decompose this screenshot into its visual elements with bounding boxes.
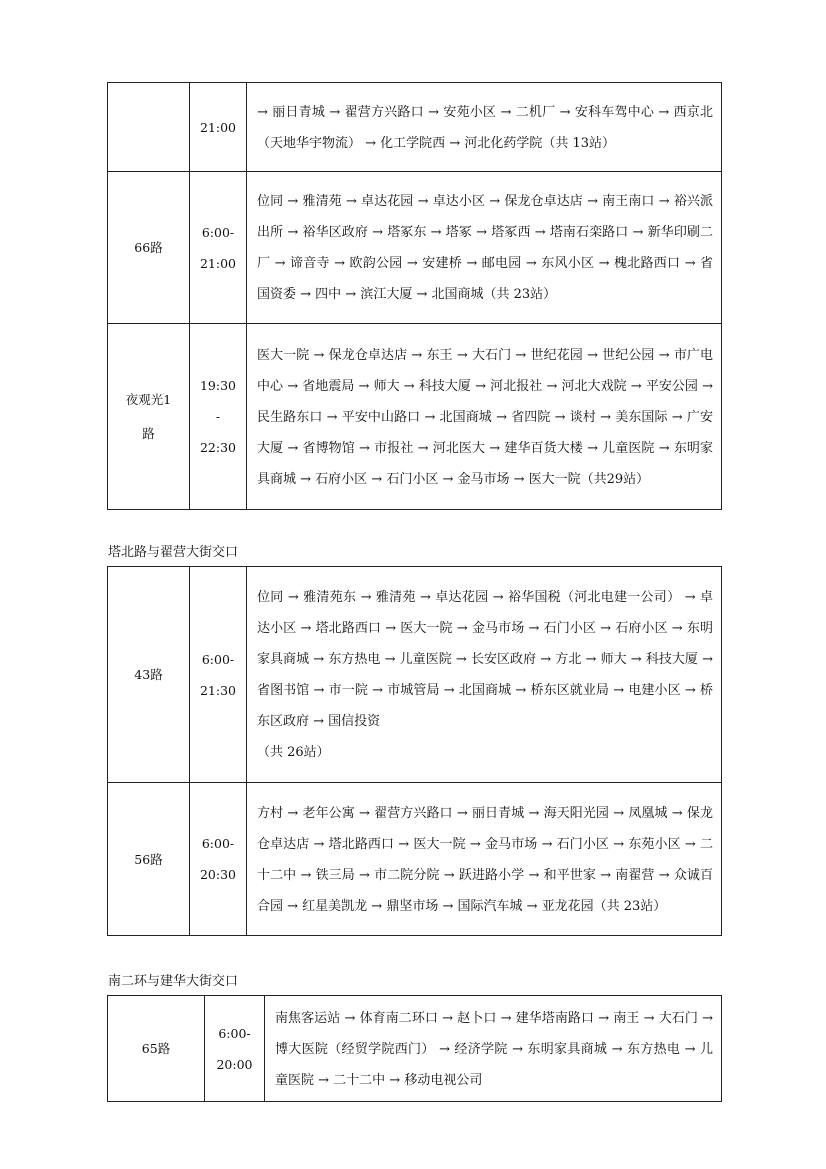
table-row	[108, 324, 722, 510]
stops-count: （共 26站）	[257, 745, 330, 760]
stops-cell: 医大一院 → 保龙仓卓达店 → 东王 → 大石门 → 世纪花园 → 世纪公园 → 市广电中心 → 省地震局 → 师大 → 科技大厦 → 河北报社 → 河北大戏院 → 平安公园 → 民生路东口 → 平安中山路口 → 北国商城 → 省四院 → 谈村 → 美东国际 → 广安大厦 → 省博物馆 → 市报社 → 河北医大 → 建华百货大楼 → 儿童医院 → 东明家具商城 → 石府小区 → 石门小区 → 金马市场 → 医大一院（共29站）	[247, 324, 722, 510]
route-cell	[108, 83, 190, 172]
section-title: 南二环与建华大街交口	[108, 974, 239, 989]
stops-cell: → 丽日青城 → 翟营方兴路口 → 安苑小区 → 二机厂 → 安科车驾中心 → 西京北（天地华宇物流） → 化工学院西 → 河北化药学院（共 13站）	[247, 83, 722, 172]
time-cell: 6:00- 21:00	[190, 172, 247, 324]
time-cell: 21:00	[190, 83, 247, 172]
table-row	[108, 783, 722, 936]
table-row	[108, 83, 722, 172]
stops-cell: 方村 → 老年公寓 → 翟营方兴路口 → 丽日青城 → 海天阳光园 → 凤凰城 → 保龙仓卓达店 → 塔北路西口 → 医大一院 → 金马市场 → 石门小区 → 东苑小区 → 二十二中 → 铁三局 → 市二院分院 → 跃进路小学 → 和平世家 → 南翟营 → 众诚百合园 → 红星美凯龙 → 鼎坚市场 → 国际汽车城 → 亚龙花园（共 23站）	[247, 783, 722, 936]
bus-table-3	[107, 995, 722, 1102]
route-cell: 56路	[108, 783, 190, 936]
stops-cell: 南焦客运站 → 体育南二环口 → 赵卜口 → 建华塔南路口 → 南王 → 大石门 → 博大医院（经贸学院西门） → 经济学院 → 东明家具商城 → 东方热电 → 儿童医院 → 二十二中 → 移动电视公司	[265, 996, 722, 1102]
table-row	[108, 996, 722, 1102]
route-cell: 夜观光1路	[108, 324, 190, 510]
time-cell: 6:00- 21:30	[190, 567, 247, 783]
stops-cell	[247, 567, 722, 783]
time-cell: 6:00- 20:30	[190, 783, 247, 936]
bus-table-1	[107, 82, 722, 510]
table-row	[108, 567, 722, 783]
table-row	[108, 172, 722, 324]
stops-text: 位同 → 雅清苑东 → 雅清苑 → 卓达花园 → 裕华国税（河北电建一公司） → 卓达小区 → 塔北路西口 → 医大一院 → 金马市场 → 石门小区 → 石府小区 → 东明家具商城 → 东方热电 → 儿童医院 → 长安区政府 → 方北 → 师大 → 科技大厦 → 省图书馆 → 市一院 → 市城管局 → 北国商城 → 桥东区就业局 → 电建小区 → 桥东区政府 → 国信投资	[257, 590, 713, 729]
bus-table-2	[107, 566, 722, 936]
route-cell: 66路	[108, 172, 190, 324]
time-cell: 19:30 - 22:30	[190, 324, 247, 510]
stops-cell: 位同 → 雅清苑 → 卓达花园 → 卓达小区 → 保龙仓卓达店 → 南王南口 → 裕兴派出所 → 裕华区政府 → 塔冢东 → 塔冢 → 塔冢西 → 塔南石栾路口 → 新华印刷二厂 → 谛音寺 → 欧韵公园 → 安建桥 → 邮电园 → 东风小区 → 槐北路西口 → 省国资委 → 四中 → 滨江大厦 → 北国商城（共 23站）	[247, 172, 722, 324]
time-cell: 6:00- 20:00	[205, 996, 265, 1102]
section-title: 塔北路与翟营大街交口	[108, 545, 239, 560]
route-cell: 43路	[108, 567, 190, 783]
route-cell: 65路	[108, 996, 205, 1102]
